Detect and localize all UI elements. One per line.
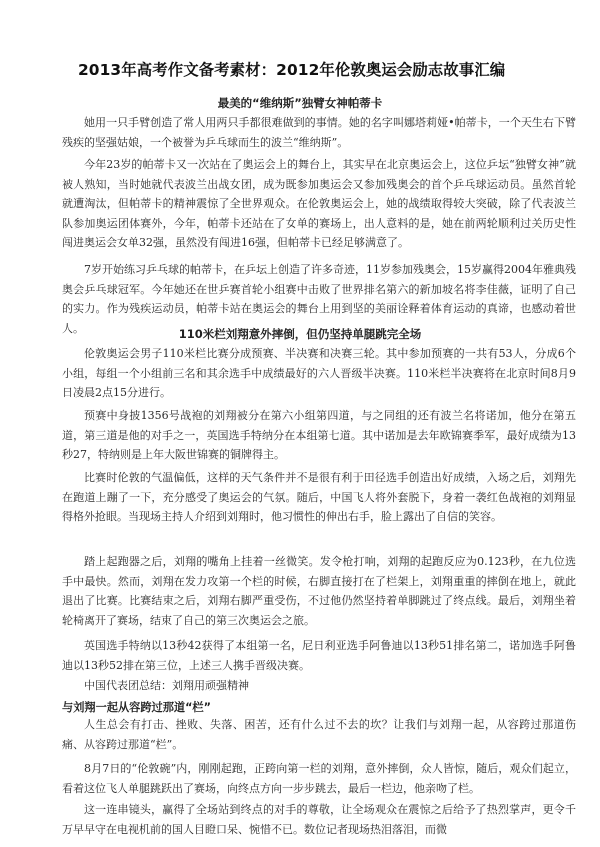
paragraph: 踏上起跑器之后，刘翔的嘴角上挂着一丝微笑。发令枪打响，刘翔的起跑反应为0.123秒，在九位选手中最快。然而，刘翔在发力攻第一个栏的时候，右脚直接打在了栏架上，刘翔重重的摔倒在地上，就此退出了比赛。比赛结束之后，刘翔右脚严重受伤，不过他仍然坚持着单脚跳过了终点线。最后，刘翔坐着轮椅离开了赛场，结束了自己的第三次奥运会之旅。 [62,555,576,627]
paragraph: 这一连串镜头，赢得了全场站到终点的对手的尊敬，让全场观众在震惊之后给予了热烈掌声，更令千万早早守在电视机前的国人目瞪口呆、惋惜不已。数位记者现场热泪落泪，而微 [62,803,576,836]
document-title: 2013年高考作文备考素材：2012年伦敦奥运会励志故事汇编 [78,61,506,79]
paragraph: 她用一只手臂创造了常人用两只手都很难做到的事情。她的名字叫娜塔莉娅•帕蒂卡，一个天生右下臂残疾的坚强姑娘，一个被誉为乒乓球而生的波兰“维纳斯”。 [62,116,576,149]
paragraph: 7岁开始练习乒乓球的帕蒂卡，在乒坛上创造了许多奇迹，11岁参加残奥会，15岁赢得2004年雅典残奥会乒乓球冠军。今年她还在世乒赛首轮小组赛中击败了世界排名第六的新加坡名将李佳薇，证明了自己的实力。作为残疾运动员，帕蒂卡站在奥运会的舞台上用到坚的美丽诠释着体育运动的真谛，也感动着世人。 [62,263,576,335]
subsection-heading: 与刘翔一起从容跨过那道“栏” [62,701,211,714]
paragraph: 英国选手特纳以13秒42获得了本组第一名，尼日利亚选手阿鲁迪以13秒51排名第二，诺加选手阿鲁迪以13秒52排在第三位，上述三人携手晋级决赛。 [62,639,576,672]
paragraph: 人生总会有打击、挫败、失落、困苦，还有什么过不去的坎？让我们与刘翔一起，从容跨过那道伤痛、从容跨过那道“栏”。 [62,718,576,751]
paragraph: 伦敦奥运会男子110米栏比赛分成预赛、半决赛和决赛三轮。其中参加预赛的一共有53人，分成6个小组，每组一个小组前三名和其余选手中成绩最好的六人晋级半决赛。110米栏半决赛将在北京时间8月9日凌晨2点15分进行。 [62,347,576,400]
paragraph: 预赛中身披1356号战袍的刘翔被分在第六小组第四道，与之同组的还有波兰名将诺加，他分在第五道，第三道是他的对手之一，英国选手特纳分在本组第七道。其中诺加是去年欧锦赛季军，最好成绩为13秒27，特纳则是上年大阪世锦赛的铜牌得主。 [62,409,576,462]
section-heading-patyka: 最美的“维纳斯”独臂女神帕蒂卡 [217,96,383,110]
delegation-summary-line: 中国代表团总结：刘翔用顽强精神 [84,679,249,692]
section-heading-liu-xiang: 110米栏刘翔意外摔倒，但仍坚持单腿跳完全场 [178,327,422,341]
paragraph: 8月7日的“伦敦碗”内，刚刚起跑，正跨向第一栏的刘翔，意外摔倒，众人皆惊，随后，观众们起立，看着这位飞人单腿跳跃出了赛场，向终点方向一步步跳去，最后一栏边，他亲吻了栏。 [62,762,576,795]
paragraph: 今年23岁的帕蒂卡又一次站在了奥运会上的舞台上，其实早在北京奥运会上，这位乒坛“独臂女神”就被人熟知，当时她就代表波兰出战女团，成为既参加奥运会又参加残奥会的首个乒乓球运动员。虽然首轮就遭淘汰，但帕蒂卡的精神震惊了全世界观众。在伦敦奥运会上，她的战绩取得较大突破，除了代表波兰队参加奥运团体赛外，今年，帕蒂卡还站在了女单的赛场上，出人意料的是，她在前两轮顺利过关历史性闯进奥运会女单32强，虽然没有闯进16强，但帕蒂卡已经足够满意了。 [62,158,576,250]
paragraph: 比赛时伦敦的气温偏低，这样的天气条件并不是很有利于田径选手创造出好成绩，入场之后，刘翔先在跑道上蹦了一下，充分感受了奥运会的气氛。随后，中国飞人将外套脱下，身着一袭红色战袍的刘翔显得格外抢眼。当现场主持人介绍到刘翔时，他习惯性的伸出右手，脸上露出了自信的笑容。 [62,471,576,524]
